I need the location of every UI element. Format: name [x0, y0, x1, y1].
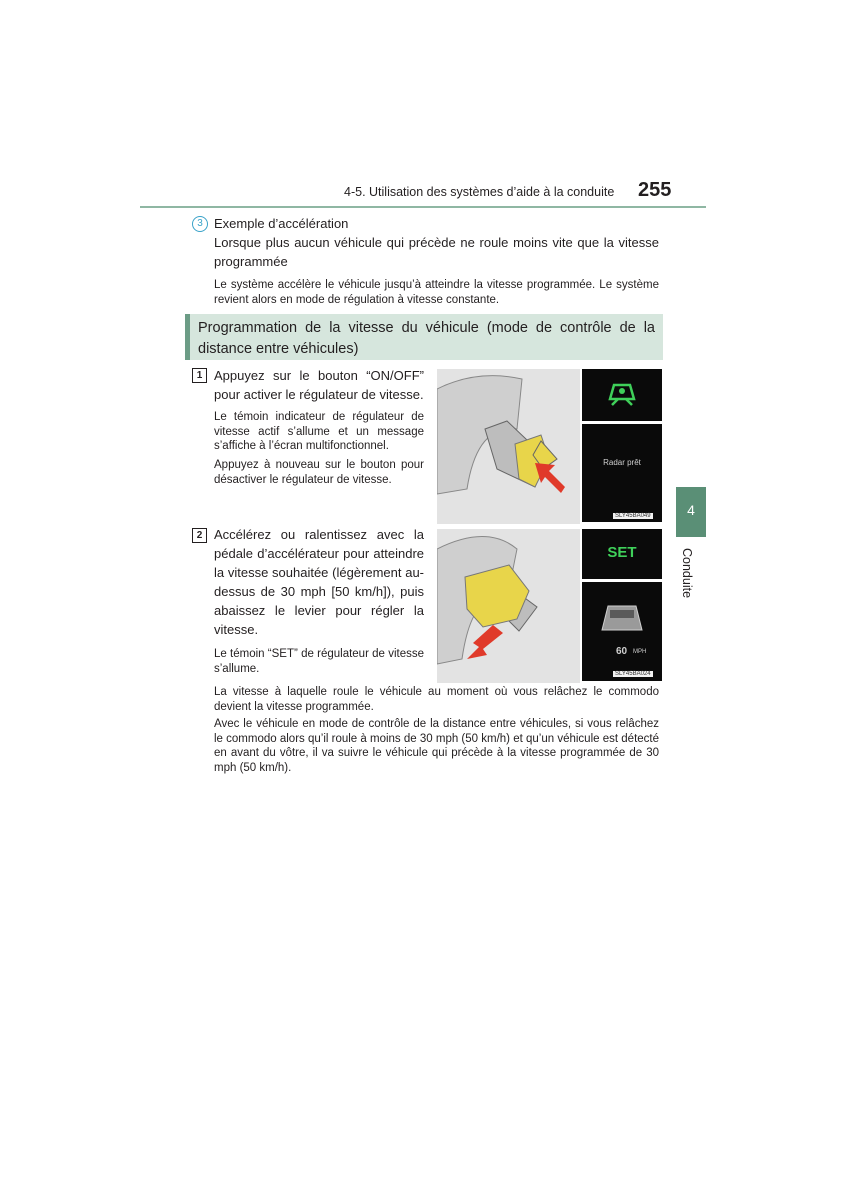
section-heading: Programmation de la vitesse du véhicule (mode de contrôle de la distance entre véhicules) [185, 314, 663, 360]
header-rule [140, 206, 706, 208]
note-distance-mode: Avec le véhicule en mode de contrôle de la distance entre véhicules, si vous relâchez le commodo alors qu’il roule à moins de 30 mph (50 km/h) et qu’un véhicule est détecté en avant du vôtre, il va suivre le véhicule qui précède à la vitesse programmée de 30 mph (50 km/h). [214, 718, 659, 774]
chapter-label: Conduite [680, 548, 694, 599]
step-1-text: Appuyez sur le bouton “ON/OFF” pour activer le régulateur de vitesse. [214, 368, 424, 402]
set-indicator-display [582, 529, 662, 579]
chapter-tab[interactable]: 4 [676, 487, 706, 537]
step-2-text: Accélérez ou ralentissez avec la pédale d’accélérateur pour atteindre la vitesse souhaitée (légèrement au-dessus de 30 mph [50 km/h]), puis abaissez le levier pour régler la vitesse. [214, 527, 424, 637]
set-speed-unit: MPH [633, 649, 647, 655]
cruise-indicator-display [582, 369, 662, 421]
step-1-note-2: Appuyez à nouveau sur le bouton pour désactiver le régulateur de vitesse. [214, 459, 424, 486]
step-1-note-1: Le témoin indicateur de régulateur de vitesse actif s’allume et un message s’affiche à l’écran multifonctionnel. [214, 411, 424, 452]
radar-ready-text: Radar prêt [603, 458, 641, 467]
step-2-number: 2 [192, 528, 207, 543]
image-code-1: SLY45BA049 [615, 513, 651, 519]
page-number: 255 [638, 179, 672, 201]
set-speed-value: 60 [616, 646, 628, 657]
step-1-number: 1 [192, 368, 207, 383]
step-2-note-1: Le témoin “SET” de régulateur de vitesse s’allume. [214, 648, 424, 675]
image-code-2: SLY45BA024 [615, 671, 651, 677]
lever-set-illustration [437, 529, 580, 683]
speed-display [582, 582, 662, 681]
circled-marker-3: 3 [192, 216, 208, 232]
running-header-title: 4-5. Utilisation des systèmes d’aide à la conduite [344, 185, 615, 199]
item3-text: Lorsque plus aucun véhicule qui précède ne roule moins vite que la vitesse programmée [214, 235, 659, 269]
lever-on-off-illustration [437, 369, 580, 524]
note-set-speed: La vitesse à laquelle roule le véhicule au moment où vous relâchez le commodo devient la vitesse programmée. [214, 686, 659, 713]
item3-note: Le système accélère le véhicule jusqu’à atteindre la vitesse programmée. Le système revient alors en mode de régulation à vitesse constante. [214, 279, 659, 306]
item3-title: Exemple d’accélération [214, 216, 349, 231]
multi-info-display [582, 424, 662, 522]
set-indicator-text: SET [607, 544, 637, 561]
